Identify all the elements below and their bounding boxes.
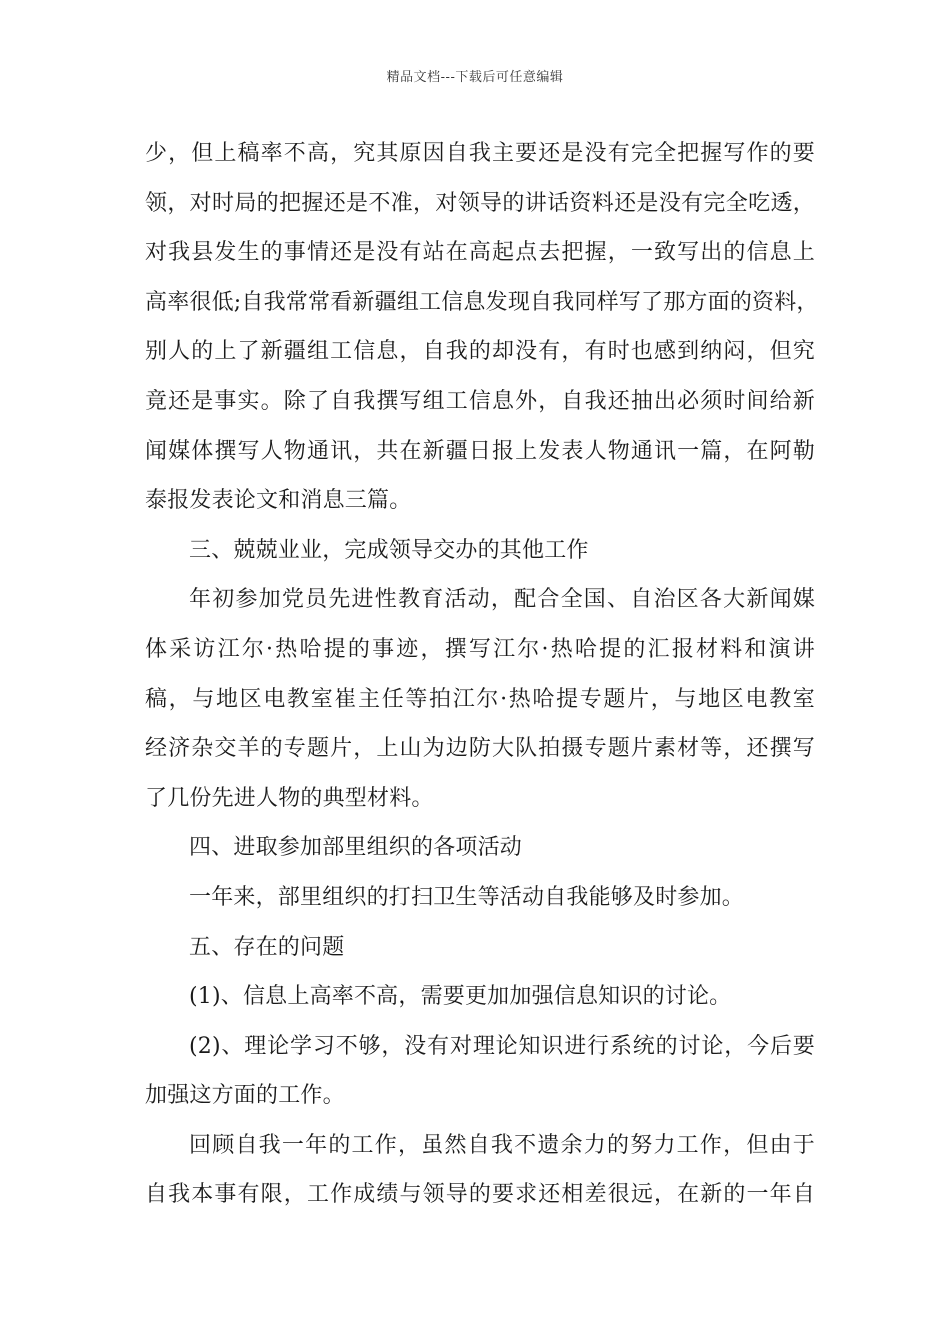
text-line: 了几份先进人物的典型材料。	[145, 785, 434, 811]
section-heading: 三、兢兢业业，完成领导交办的其他工作	[189, 537, 589, 563]
text-line: 年初参加党员先进性教育活动，配合全国、自治区各大新闻媒	[189, 587, 815, 613]
text-line: 领，对时局的把握还是不准，对领导的讲话资料还是没有完全吃透，	[145, 190, 815, 216]
text-line: 泰报发表论文和消息三篇。	[145, 488, 412, 514]
text-line: 回顾自我一年的工作，虽然自我不遗余力的努力工作，但由于	[189, 1132, 815, 1158]
text-line: 自我本事有限，工作成绩与领导的要求还相差很远，在新的一年自	[145, 1182, 815, 1208]
text-line: 加强这方面的工作。	[145, 1083, 345, 1109]
text-line: 闻媒体撰写人物通讯，共在新疆日报上发表人物通讯一篇，在阿勒	[145, 438, 815, 464]
text-line: 少，但上稿率不高，究其原因自我主要还是没有完全把握写作的要	[145, 141, 815, 166]
text-line: 经济杂交羊的专题片，上山为边防大队拍摄专题片素材等，还撰写	[145, 736, 815, 762]
text-line: 别人的上了新疆组工信息，自我的却没有，有时也感到纳闷，但究	[145, 339, 815, 365]
text-line: (2)、理论学习不够，没有对理论知识进行系统的讨论，今后要	[189, 1033, 815, 1059]
text-line: (1)、信息上高率不高，需要更加加强信息知识的讨论。	[189, 984, 732, 1010]
text-line: 高率很低;自我常常看新疆组工信息发现自我同样写了那方面的资料，	[145, 289, 819, 315]
text-line: 对我县发生的事情还是没有站在高起点去把握，一致写出的信息上	[145, 240, 815, 266]
section-heading: 五、存在的问题	[189, 934, 345, 960]
text-line: 稿，与地区电教室崔主任等拍江尔·热哈提专题片，与地区电教室	[145, 686, 815, 712]
document-body	[145, 129, 819, 1220]
text-line: 竟还是事实。除了自我撰写组工信息外，自我还抽出必须时间给新	[145, 388, 815, 414]
page-header: 精品文档---下载后可任意编辑	[386, 70, 564, 85]
section-heading: 四、进取参加部里组织的各项活动	[189, 835, 523, 861]
text-line: 体采访江尔·热哈提的事迹，撰写江尔·热哈提的汇报材料和演讲	[145, 636, 815, 662]
text-line: 一年来，部里组织的打扫卫生等活动自我能够及时参加。	[189, 884, 745, 910]
